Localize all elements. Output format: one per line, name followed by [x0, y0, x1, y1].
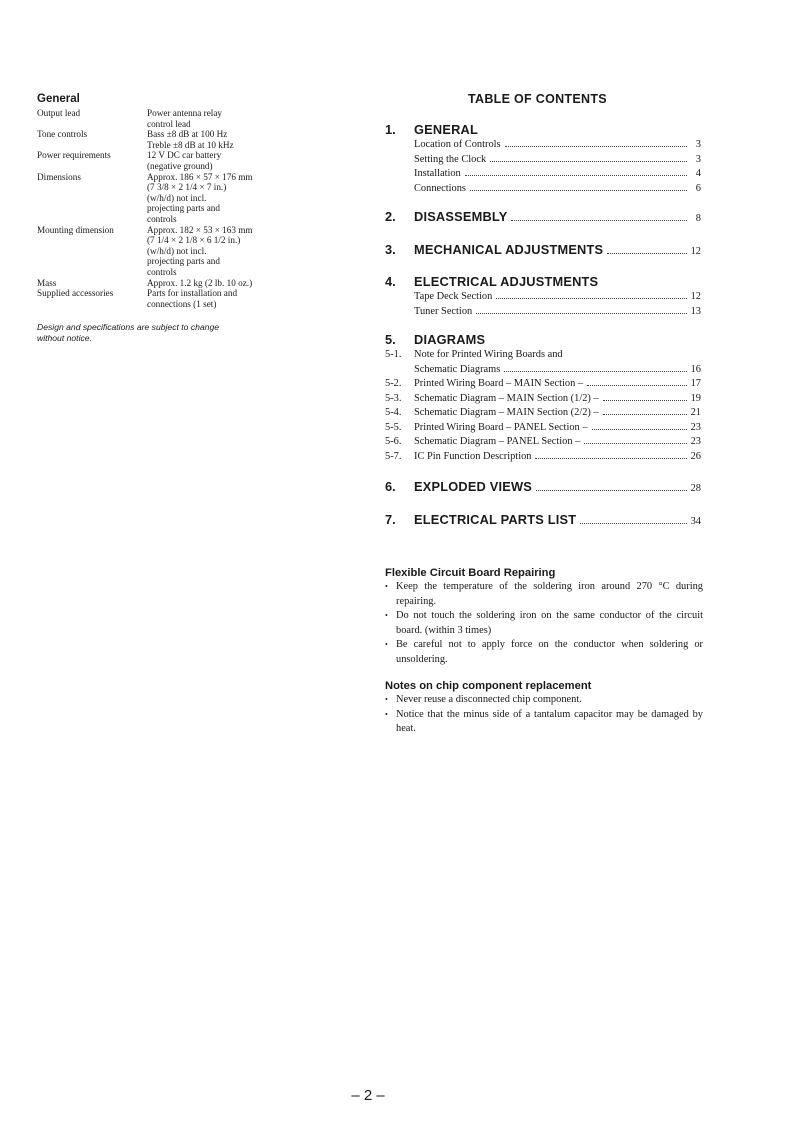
spec-value-line: control lead	[147, 118, 191, 129]
subentry-text: Schematic Diagram – MAIN Section (2/2) –	[414, 407, 599, 418]
subentry-number: 5-7.	[385, 450, 402, 462]
spec-value-line: controls	[147, 266, 177, 277]
dot-leader	[592, 429, 687, 430]
flexible-board-heading: Flexible Circuit Board Repairing	[385, 567, 556, 579]
repair-notes	[385, 566, 703, 737]
spec-value	[147, 129, 277, 150]
toc-subentry[interactable]	[385, 392, 701, 407]
spec-value-line: Approx. 1.2 kg (2 lb. 10 oz.)	[147, 277, 253, 288]
spec-value-line: (7 3/8 × 2 1/4 × 7 in.)	[147, 182, 227, 193]
spec-value	[147, 288, 277, 309]
entry-text: Setting the Clock	[414, 153, 487, 165]
toc-section-electrical[interactable]	[385, 274, 701, 290]
spec-value-line: (negative ground)	[147, 160, 213, 171]
note-bullet	[385, 609, 703, 638]
subentry-page: 23	[690, 421, 701, 433]
dot-leader	[470, 190, 687, 191]
dot-leader	[584, 443, 687, 444]
spec-value	[147, 225, 277, 278]
toc-entry[interactable]	[385, 153, 701, 168]
spec-label: Mass	[37, 277, 57, 288]
toc-subentry[interactable]	[385, 421, 701, 436]
spec-value-line: projecting parts and	[147, 256, 220, 267]
section-title: DISASSEMBLY	[414, 209, 508, 224]
bullet-icon: •	[385, 611, 388, 620]
subentry-page: 16	[690, 363, 701, 375]
bullet-text: Notice that the minus side of a tantalum capacitor may be damaged by heat.	[396, 708, 703, 734]
spec-row-tone-controls	[37, 129, 277, 150]
bullet-text: Be careful not to apply force on the conductor when soldering or unsoldering.	[396, 639, 703, 665]
chip-component-heading: Notes on chip component replacement	[385, 680, 592, 692]
section-title: GENERAL	[414, 122, 478, 137]
subentry-text: Schematic Diagram – MAIN Section (1/2) –	[414, 392, 599, 404]
subentry-number: 5-6.	[385, 436, 402, 447]
specifications-block	[37, 92, 277, 309]
toc-subentry[interactable]	[385, 406, 701, 421]
spec-value	[147, 150, 277, 171]
spec-value-line: 12 V DC car battery	[147, 150, 222, 161]
spec-value-line: (7 1/4 × 2 1/8 × 6 1/2 in.)	[147, 235, 241, 246]
dot-leader	[504, 371, 687, 372]
subentry-page: 23	[690, 436, 701, 447]
subentry-text: Note for Printed Wiring Boards and	[414, 349, 563, 360]
section-number: 1.	[385, 122, 396, 137]
spec-label: Output lead	[37, 108, 81, 118]
table-of-contents	[385, 122, 701, 530]
spec-label: Dimensions	[37, 171, 81, 182]
section-page: 34	[690, 516, 701, 527]
section-title: DIAGRAMS	[414, 332, 486, 347]
bullet-icon: •	[385, 709, 388, 719]
toc-section-general[interactable]	[385, 122, 701, 138]
spec-row-output-lead	[37, 108, 277, 129]
toc-entry[interactable]	[385, 305, 701, 320]
subentry-number: 5-4.	[385, 407, 402, 418]
note-bullet	[385, 580, 703, 609]
spec-value-line: connections (1 set)	[147, 298, 217, 309]
toc-subentry[interactable]	[385, 377, 701, 392]
bullet-icon: •	[385, 640, 388, 649]
entry-text: Tuner Section	[414, 305, 473, 317]
toc-section-exploded-views[interactable]	[385, 479, 701, 497]
section-number: 2.	[385, 209, 396, 224]
toc-section-disassembly[interactable]	[385, 209, 701, 227]
section-title: ELECTRICAL PARTS LIST	[414, 512, 577, 527]
bullet-icon: •	[385, 695, 388, 704]
spec-label: Mounting dimension	[37, 224, 114, 235]
dot-leader	[465, 175, 687, 176]
subentry-page: 19	[690, 392, 701, 404]
note-bullet	[385, 708, 703, 737]
subentry-page: 26	[690, 450, 701, 462]
section-page: 12	[690, 246, 701, 257]
dot-leader	[607, 253, 687, 254]
spec-value	[147, 278, 277, 289]
dot-leader	[536, 490, 687, 491]
subentry-page: 17	[690, 378, 701, 389]
bullet-text: Never reuse a disconnected chip component.	[396, 694, 582, 705]
spec-value-line: Parts for installation and	[147, 288, 238, 299]
spec-label: Supplied accessories	[37, 288, 114, 299]
bullet-icon: •	[385, 582, 388, 591]
section-number: 4.	[385, 274, 396, 289]
subentry-text: Schematic Diagram – PANEL Section –	[414, 436, 581, 447]
section-title: EXPLODED VIEWS	[414, 479, 532, 494]
spec-row-power	[37, 150, 277, 171]
spec-value-line: controls	[147, 213, 177, 224]
subentry-number: 5-3.	[385, 392, 402, 404]
disclaimer-line: Design and specifications are subject to change	[37, 322, 220, 332]
entry-text: Installation	[414, 168, 461, 179]
dot-leader	[490, 161, 687, 162]
spec-value-line: Power antenna relay	[147, 108, 222, 118]
spec-value-line: Approx. 186 × 57 × 176 mm	[147, 171, 253, 182]
entry-text: Location of Controls	[414, 139, 501, 150]
page-number: – 2 –	[351, 1087, 385, 1104]
subentry-number: 5-5.	[385, 421, 402, 433]
entry-page: 12	[690, 291, 701, 302]
toc-subentry-continued[interactable]	[385, 363, 701, 378]
spec-value-line: Treble ±8 dB at 10 kHz	[147, 139, 234, 150]
toc-entry[interactable]	[385, 138, 701, 153]
section-page: 28	[690, 483, 701, 494]
entry-text: Connections	[414, 182, 466, 194]
toc-section-parts-list[interactable]	[385, 512, 701, 530]
dot-leader	[603, 414, 687, 415]
dot-leader	[580, 523, 687, 524]
note-bullet	[385, 693, 703, 708]
spec-value-line: Bass ±8 dB at 100 Hz	[147, 129, 228, 140]
section-number: 3.	[385, 242, 396, 257]
dot-leader	[535, 458, 687, 459]
bullet-text: Do not touch the soldering iron on the same conductor of the circuit board. (within 3 times)	[396, 610, 703, 636]
dot-leader	[511, 220, 687, 221]
toc-subentry[interactable]	[385, 348, 701, 363]
note-bullet	[385, 638, 703, 667]
toc-title: TABLE OF CONTENTS	[468, 92, 607, 106]
section-page: 8	[695, 213, 701, 224]
toc-entry[interactable]	[385, 290, 701, 305]
entry-page: 13	[690, 305, 701, 317]
section-number: 5.	[385, 332, 396, 347]
spec-value-line: Approx. 182 × 53 × 163 mm	[147, 224, 253, 235]
subentry-text: Printed Wiring Board – MAIN Section –	[414, 378, 584, 389]
section-number: 6.	[385, 479, 396, 494]
subentry-page: 21	[690, 407, 701, 418]
spec-label: Power requirements	[37, 150, 111, 161]
subentry-text: Printed Wiring Board – PANEL Section –	[414, 421, 588, 433]
entry-text: Tape Deck Section	[414, 291, 493, 302]
section-number: 7.	[385, 512, 396, 527]
subentry-text: Schematic Diagrams	[414, 363, 501, 375]
section-title: ELECTRICAL ADJUSTMENTS	[414, 274, 599, 289]
subentry-number: 5-2.	[385, 378, 402, 389]
spec-row-mounting	[37, 225, 277, 278]
spec-row-accessories	[37, 288, 277, 309]
toc-entry[interactable]	[385, 167, 701, 182]
entry-page: 3	[695, 153, 701, 165]
spec-value-line: (w/h/d) not incl.	[147, 245, 207, 256]
spec-value	[147, 172, 277, 225]
dot-leader	[496, 298, 687, 299]
spec-row-dimensions	[37, 172, 277, 225]
spec-value	[147, 108, 277, 129]
spec-heading: General	[37, 93, 80, 105]
dot-leader	[603, 400, 687, 401]
disclaimer-line: without notice.	[37, 332, 92, 343]
dot-leader	[587, 385, 687, 386]
dot-leader	[476, 313, 687, 314]
toc-subentry[interactable]	[385, 435, 701, 450]
toc-section-diagrams[interactable]	[385, 332, 701, 348]
entry-page: 6	[695, 182, 701, 194]
spec-value-line: (w/h/d) not incl.	[147, 192, 207, 203]
section-title: MECHANICAL ADJUSTMENTS	[414, 242, 604, 257]
subentry-text: IC Pin Function Description	[414, 450, 532, 462]
spec-label: Tone controls	[37, 129, 88, 140]
toc-section-mechanical[interactable]	[385, 242, 701, 260]
spec-disclaimer	[37, 322, 277, 343]
bullet-text: Keep the temperature of the soldering iron around 270 °C during repairing.	[396, 581, 703, 607]
toc-subentry[interactable]	[385, 450, 701, 465]
spec-row-mass	[37, 278, 277, 289]
entry-page: 3	[695, 139, 701, 150]
dot-leader	[505, 146, 687, 147]
entry-page: 4	[695, 168, 701, 179]
spec-value-line: projecting parts and	[147, 203, 220, 214]
subentry-number: 5-1.	[385, 349, 402, 360]
toc-entry[interactable]	[385, 182, 701, 197]
